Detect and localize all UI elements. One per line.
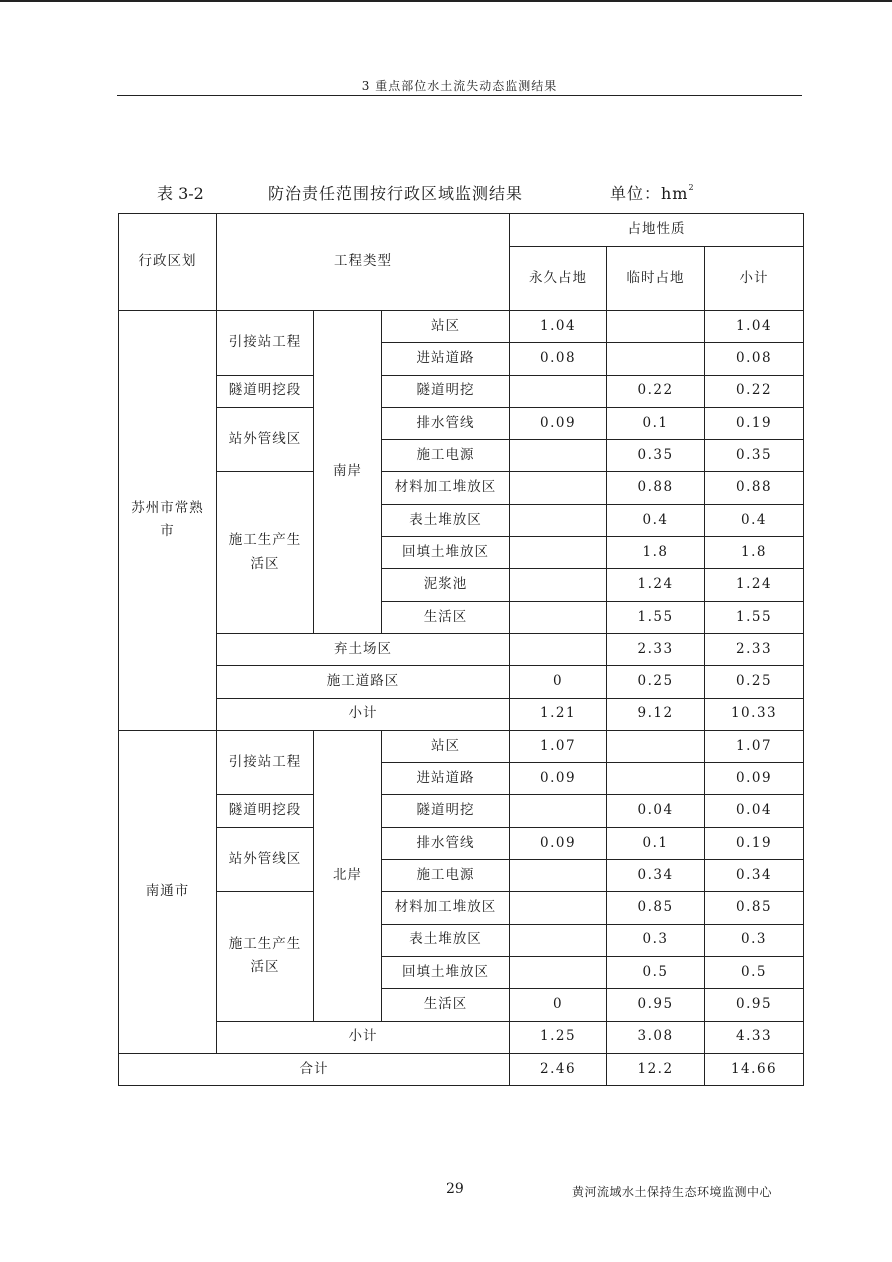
group-station-nantong: 引接站工程	[217, 730, 314, 795]
cell-temporary: 12.2	[607, 1053, 705, 1085]
header-rule	[117, 95, 802, 96]
group-camp-nantong	[217, 892, 314, 1021]
table-row	[119, 795, 804, 827]
page-number: 29	[446, 1181, 464, 1197]
cell-permanent: 0.08	[510, 343, 607, 375]
header-project-type: 工程类型	[217, 214, 510, 311]
cell-subtotal: 1.8	[705, 537, 804, 569]
cell-permanent: 0.09	[510, 827, 607, 859]
cell-subtotal: 0.3	[705, 924, 804, 956]
cell-subtotal: 1.55	[705, 601, 804, 633]
row-name: 排水管线	[382, 827, 510, 859]
table-row	[119, 666, 804, 698]
cell-temporary: 0.25	[607, 666, 705, 698]
cell-permanent: 1.04	[510, 311, 607, 343]
region-suzhou	[119, 311, 217, 731]
header-subtotal: 小计	[705, 247, 804, 311]
cell-permanent: 0	[510, 666, 607, 698]
bank-south: 南岸	[314, 311, 382, 634]
subtotal-row-suzhou	[119, 698, 804, 730]
cell-permanent: 0.09	[510, 763, 607, 795]
table-title: 防治责任范围按行政区域监测结果	[268, 184, 524, 203]
cell-subtotal: 0.5	[705, 956, 804, 988]
header-permanent: 永久占地	[510, 247, 607, 311]
row-name: 进站道路	[382, 343, 510, 375]
row-name: 表土堆放区	[382, 504, 510, 536]
footer-organization: 黄河流域水土保持生态环境监测中心	[572, 1185, 773, 1199]
row-name: 弃土场区	[217, 633, 510, 665]
cell-temporary: 3.08	[607, 1021, 705, 1053]
table-number: 表 3-2	[157, 184, 204, 203]
cell-permanent: 2.46	[510, 1053, 607, 1085]
row-name: 施工道路区	[217, 666, 510, 698]
unit-superscript: 2	[688, 183, 694, 192]
cell-temporary: 0.88	[607, 472, 705, 504]
cell-temporary: 2.33	[607, 633, 705, 665]
row-name: 隧道明挖	[382, 375, 510, 407]
cell-permanent	[510, 569, 607, 601]
group-camp-suzhou	[217, 472, 314, 633]
row-name: 材料加工堆放区	[382, 892, 510, 924]
group-pipe-nantong: 站外管线区	[217, 827, 314, 892]
cell-permanent: 1.21	[510, 698, 607, 730]
cell-temporary: 0.1	[607, 407, 705, 439]
group-camp-suzhou-label: 施工生产生活区	[228, 532, 302, 572]
table-row	[119, 407, 804, 439]
cell-temporary: 0.95	[607, 989, 705, 1021]
cell-permanent	[510, 892, 607, 924]
row-name: 排水管线	[382, 407, 510, 439]
cell-temporary: 0.35	[607, 440, 705, 472]
group-tunnel-suzhou: 隧道明挖段	[217, 375, 314, 407]
cell-permanent	[510, 601, 607, 633]
cell-subtotal: 0.34	[705, 860, 804, 892]
cell-permanent	[510, 375, 607, 407]
header-row-1	[119, 214, 804, 247]
row-name: 生活区	[382, 601, 510, 633]
row-name: 材料加工堆放区	[382, 472, 510, 504]
row-name: 合计	[119, 1053, 510, 1085]
table-row	[119, 472, 804, 504]
header-region: 行政区划	[119, 214, 217, 311]
table-row	[119, 311, 804, 343]
cell-temporary: 1.55	[607, 601, 705, 633]
cell-subtotal: 0.25	[705, 666, 804, 698]
table-row	[119, 730, 804, 762]
row-name: 小计	[217, 1021, 510, 1053]
cell-temporary: 0.5	[607, 956, 705, 988]
cell-temporary: 0.34	[607, 860, 705, 892]
row-name: 施工电源	[382, 860, 510, 892]
cell-subtotal: 0.09	[705, 763, 804, 795]
cell-permanent	[510, 472, 607, 504]
cell-subtotal: 0.85	[705, 892, 804, 924]
cell-permanent	[510, 440, 607, 472]
row-name: 站区	[382, 311, 510, 343]
cell-temporary: 0.4	[607, 504, 705, 536]
row-name: 生活区	[382, 989, 510, 1021]
cell-subtotal: 2.33	[705, 633, 804, 665]
cell-temporary: 1.24	[607, 569, 705, 601]
region-suzhou-label: 苏州市常熟市	[131, 499, 204, 540]
cell-permanent	[510, 924, 607, 956]
cell-subtotal: 0.88	[705, 472, 804, 504]
table-row	[119, 375, 804, 407]
row-name: 表土堆放区	[382, 924, 510, 956]
cell-permanent: 1.25	[510, 1021, 607, 1053]
row-name: 小计	[217, 698, 510, 730]
table-row	[119, 827, 804, 859]
cell-temporary	[607, 311, 705, 343]
cell-permanent	[510, 860, 607, 892]
group-pipe-suzhou: 站外管线区	[217, 407, 314, 472]
cell-temporary: 0.1	[607, 827, 705, 859]
cell-permanent	[510, 537, 607, 569]
cell-permanent	[510, 633, 607, 665]
group-tunnel-nantong: 隧道明挖段	[217, 795, 314, 827]
row-name: 隧道明挖	[382, 795, 510, 827]
cell-subtotal: 0.95	[705, 989, 804, 1021]
region-nantong: 南通市	[119, 730, 217, 1053]
row-name: 回填土堆放区	[382, 537, 510, 569]
group-station-suzhou: 引接站工程	[217, 311, 314, 376]
cell-subtotal: 1.24	[705, 569, 804, 601]
cell-subtotal: 0.19	[705, 827, 804, 859]
cell-temporary: 0.3	[607, 924, 705, 956]
header-temporary: 临时占地	[607, 247, 705, 311]
header-land-nature: 占地性质	[510, 214, 804, 247]
page-top-border	[0, 0, 892, 2]
cell-subtotal: 4.33	[705, 1021, 804, 1053]
cell-temporary	[607, 730, 705, 762]
row-name: 回填土堆放区	[382, 956, 510, 988]
cell-temporary: 0.85	[607, 892, 705, 924]
row-name: 站区	[382, 730, 510, 762]
cell-subtotal: 1.04	[705, 311, 804, 343]
cell-temporary: 0.04	[607, 795, 705, 827]
cell-subtotal: 0.4	[705, 504, 804, 536]
cell-permanent	[510, 504, 607, 536]
cell-temporary	[607, 763, 705, 795]
cell-permanent: 0.09	[510, 407, 607, 439]
subtotal-row-nantong	[119, 1021, 804, 1053]
row-name: 进站道路	[382, 763, 510, 795]
table-row	[119, 633, 804, 665]
bank-north: 北岸	[314, 730, 382, 1021]
cell-subtotal: 0.19	[705, 407, 804, 439]
grand-total-row	[119, 1053, 804, 1085]
cell-temporary: 1.8	[607, 537, 705, 569]
cell-permanent	[510, 795, 607, 827]
cell-subtotal: 0.35	[705, 440, 804, 472]
table-unit	[610, 181, 694, 204]
cell-subtotal: 10.33	[705, 698, 804, 730]
cell-permanent	[510, 956, 607, 988]
cell-subtotal: 14.66	[705, 1053, 804, 1085]
running-header: 3 重点部位水土流失动态监测结果	[361, 79, 558, 93]
cell-subtotal: 0.22	[705, 375, 804, 407]
unit-label: 单位：hm	[610, 184, 689, 203]
cell-temporary: 0.22	[607, 375, 705, 407]
row-name: 泥浆池	[382, 569, 510, 601]
group-camp-nantong-label: 施工生产生活区	[228, 935, 302, 976]
cell-permanent: 0	[510, 989, 607, 1021]
cell-subtotal: 0.04	[705, 795, 804, 827]
row-name: 施工电源	[382, 440, 510, 472]
cell-temporary: 9.12	[607, 698, 705, 730]
table-row	[119, 892, 804, 924]
cell-temporary	[607, 343, 705, 375]
cell-subtotal: 0.08	[705, 343, 804, 375]
cell-permanent: 1.07	[510, 730, 607, 762]
cell-subtotal: 1.07	[705, 730, 804, 762]
monitoring-result-table	[118, 213, 804, 1086]
